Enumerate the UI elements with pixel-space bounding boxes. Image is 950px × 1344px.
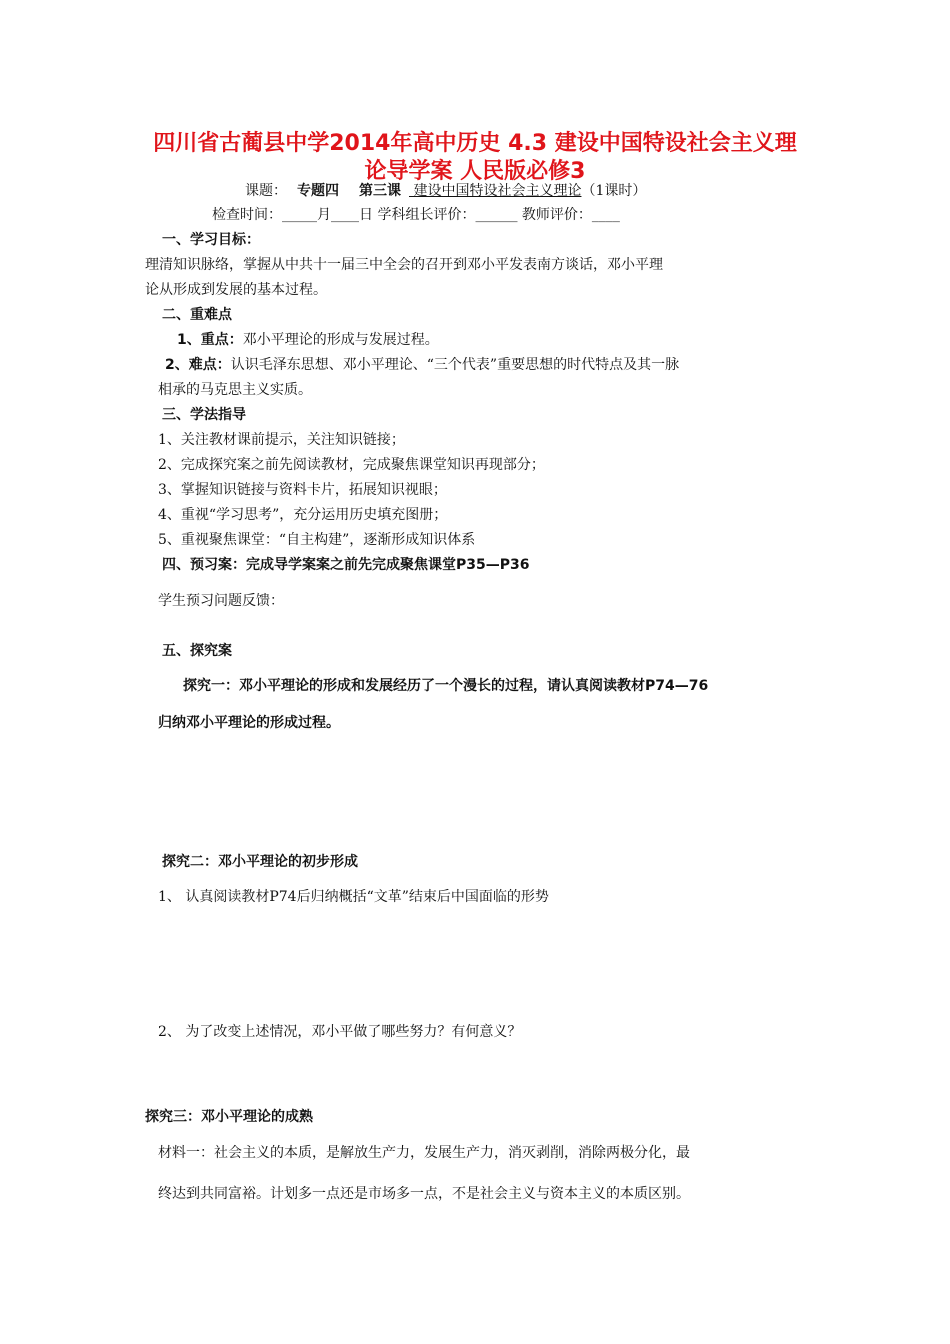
material-1-line1: 材料一：社会主义的本质，是解放生产力，发展生产力，消灭剥削，消除两极分化，最 <box>158 1145 690 1161</box>
key-point-text: 邓小平理论的形成与发展过程。 <box>242 332 439 348</box>
course-hours: （1课时） <box>581 183 647 199</box>
course-lesson-title: 建设中国特设社会主义理论 <box>409 183 582 199</box>
explore-3-heading: 探究三：邓小平理论的成熟 <box>145 1109 313 1125</box>
key-point-line <box>177 329 439 349</box>
difficulty-line <box>165 354 679 374</box>
section-5-heading: 五、探究案 <box>162 643 232 659</box>
difficulty-line-2: 相承的马克思主义实质。 <box>158 382 312 398</box>
method-item-1: 1、关注教材课前提示，关注知识链接； <box>158 432 405 448</box>
section-1-text-line2: 论从形成到发展的基本过程。 <box>145 282 327 298</box>
method-item-3: 3、掌握知识链接与资料卡片，拓展知识视眼； <box>158 482 447 498</box>
document-title-line1: 四川省古蔺县中学2014年高中历史 4.3 建设中国特设社会主义理 <box>153 131 797 156</box>
course-info-line <box>245 180 646 200</box>
check-line: 检查时间：_____月____日 学科组长评价：______ 教师评价：____ <box>212 207 620 223</box>
difficulty-text: 认识毛泽东思想、邓小平理论、“三个代表”重要思想的时代特点及其一脉 <box>230 357 680 373</box>
explore-2-question-1: 1、 认真阅读教材P74后归纳概括“文革”结束后中国面临的形势 <box>158 889 549 905</box>
explore-1-line2: 归纳邓小平理论的形成过程。 <box>158 715 340 731</box>
method-item-4: 4、重视“学习思考”，充分运用历史填充图册； <box>158 507 448 523</box>
preview-feedback-label: 学生预习问题反馈： <box>158 593 284 609</box>
method-item-5: 5、重视聚焦课堂：“自主构建”，逐渐形成知识体系 <box>158 532 476 548</box>
section-1-text-line1: 理清知识脉络，掌握从中共十一届三中全会的召开到邓小平发表南方谈话，邓小平理 <box>145 257 663 273</box>
course-prefix: 课题： <box>245 183 287 199</box>
material-1-line2: 终达到共同富裕。计划多一点还是市场多一点，不是社会主义与资本主义的本质区别。 <box>158 1186 690 1202</box>
explore-2-heading: 探究二：邓小平理论的初步形成 <box>162 854 358 870</box>
section-1-heading: 一、学习目标： <box>162 232 260 248</box>
section-4-heading: 四、预习案：完成导学案案之前先完成聚焦课堂P35—P36 <box>162 557 530 573</box>
method-item-2: 2、完成探究案之前先阅读教材，完成聚焦课堂知识再现部分； <box>158 457 545 473</box>
course-topic: 专题四 <box>297 183 339 199</box>
explore-1-line1: 探究一：邓小平理论的形成和发展经历了一个漫长的过程，请认真阅读教材P74—76 <box>183 678 709 694</box>
course-lesson: 第三课 <box>359 183 401 199</box>
explore-2-question-2: 2、 为了改变上述情况，邓小平做了哪些努力？有何意义？ <box>158 1024 522 1040</box>
key-point-label: 1、重点： <box>177 332 243 348</box>
section-2-heading: 二、重难点 <box>162 307 232 323</box>
document-title-line2: 论导学案 人民版必修3 <box>364 159 586 184</box>
difficulty-label: 2、难点： <box>165 357 231 373</box>
section-3-heading: 三、学法指导 <box>162 407 246 423</box>
